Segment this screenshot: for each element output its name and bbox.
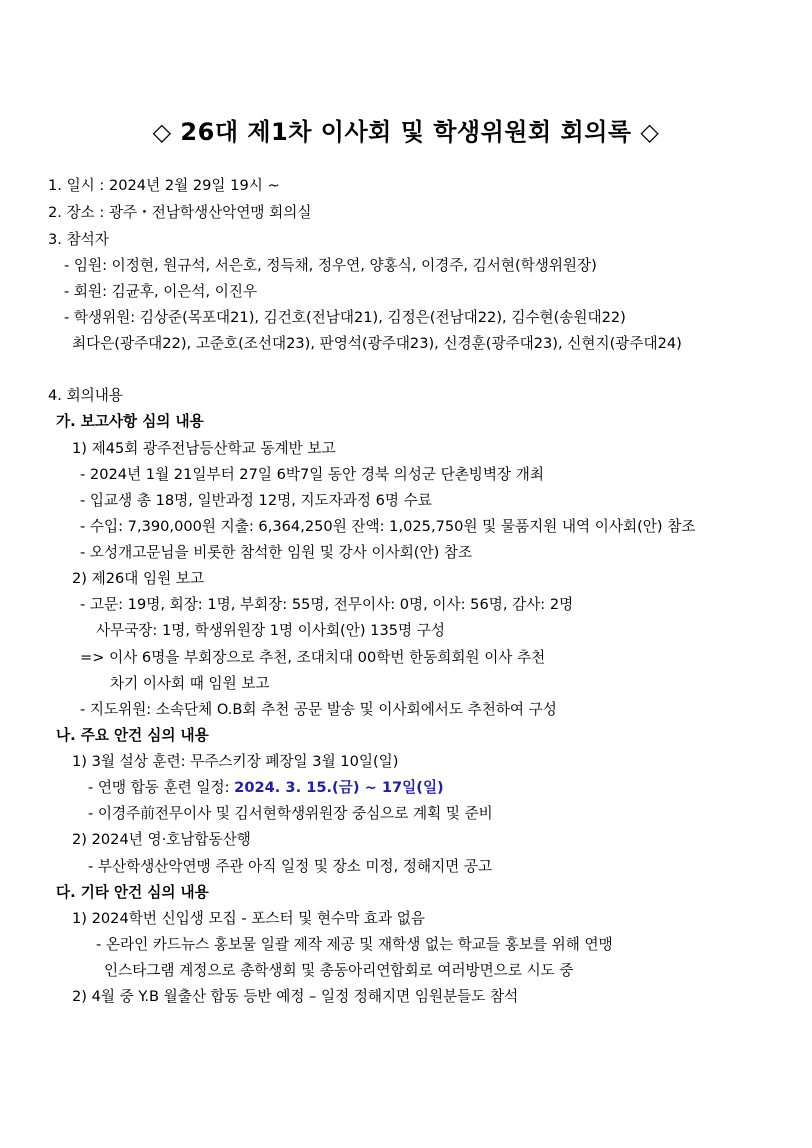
report-item-1-detail: - 입교생 총 18명, 일반과정 12명, 지도자과정 6명 수료 <box>80 492 432 509</box>
report-item-1-detail: - 2024년 1월 21일부터 27일 6박7일 동안 경북 의성군 단촌빙벽장 개최 <box>80 466 544 483</box>
report-item-2-note-cont: 차기 이사회 때 임원 보고 <box>110 675 270 692</box>
agenda-item-1-detail <box>88 778 444 798</box>
section-other-heading: 다. 기타 안건 심의 내용 <box>56 884 209 901</box>
item-meeting-content: 4. 회의내용 <box>48 387 123 404</box>
section-report-heading: 가. 보고사항 심의 내용 <box>56 413 204 430</box>
other-item-1-detail: - 온라인 카드뉴스 홍보물 일괄 제작 제공 및 재학생 없는 학교들 홍보를 위해 연맹 <box>96 936 613 953</box>
agenda-item-1-detail: - 이경주前전무이사 및 김서현학생위원장 중심으로 계획 및 준비 <box>88 805 493 822</box>
report-item-1: 1) 제45회 광주전남등산학교 동계반 보고 <box>72 440 336 457</box>
other-item-1-detail-cont: 인스타그램 계정으로 총학생회 및 총동아리연합회로 여러방면으로 시도 중 <box>104 962 574 979</box>
attendees-members: - 회원: 김균후, 이은석, 이진우 <box>64 283 258 300</box>
item-place: 2. 장소 : 광주・전남학생산악연맹 회의실 <box>48 204 312 221</box>
report-item-1-detail: - 오성개고문님을 비롯한 참석한 임원 및 강사 이사회(안) 참조 <box>80 544 473 561</box>
other-item-1: 1) 2024학번 신입생 모집 - 포스터 및 현수막 효과 없음 <box>72 910 425 927</box>
report-item-2: 2) 제26대 임원 보고 <box>72 570 205 587</box>
other-item-2: 2) 4월 중 Y.B 월출산 합동 등반 예정 – 일정 정해지면 임원분들도 참석 <box>72 988 519 1005</box>
training-schedule-label: - 연맹 합동 훈련 일정: <box>88 779 235 796</box>
report-item-2-detail: - 고문: 19명, 회장: 1명, 부회장: 55명, 전무이사: 0명, 이사: 56명, 감사: 2명 <box>80 596 574 613</box>
item-attendees-heading: 3. 참석자 <box>48 231 109 248</box>
attendees-officers: - 임원: 이정현, 원규석, 서은호, 정득채, 정우연, 양홍식, 이경주, 김서현(학생위원장) <box>64 257 597 274</box>
agenda-item-2-detail: - 부산학생산악연맹 주관 아직 일정 및 장소 미정, 정해지면 공고 <box>88 858 493 875</box>
report-item-1-detail: - 수입: 7,390,000원 지출: 6,364,250원 잔액: 1,025,750원 및 물품지원 내역 이사회(안) 참조 <box>80 518 696 535</box>
report-item-2-detail-cont: 사무국장: 1명, 학생위원장 1명 이사회(안) 135명 구성 <box>96 622 445 639</box>
document-title: ◇ 26대 제1차 이사회 및 학생위원회 회의록 ◇ <box>152 118 660 146</box>
agenda-item-1: 1) 3월 설상 훈련: 무주스키장 폐장일 3월 10일(일) <box>72 753 399 770</box>
training-schedule-dates: 2024. 3. 15.(금) ~ 17일(일) <box>234 779 444 796</box>
agenda-item-2: 2) 2024년 영·호남합동산행 <box>72 831 251 848</box>
attendees-students-cont: 최다은(광주대22), 고준호(조선대23), 판영석(광주대23), 신경훈(광주대23), 신현지(광주대24) <box>72 335 682 352</box>
item-datetime: 1. 일시 : 2024년 2월 29일 19시 ~ <box>48 177 280 194</box>
report-item-2-note: => 이사 6명을 부회장으로 추천, 조대치대 00학번 한동희회원 이사 추천 <box>80 649 546 666</box>
attendees-students: - 학생위원: 김상준(목포대21), 김건호(전남대21), 김정은(전남대22), 김수현(송원대22) <box>64 309 626 326</box>
report-item-2-detail: - 지도위원: 소속단체 O.B회 추천 공문 발송 및 이사회에서도 추천하여 구성 <box>80 701 557 718</box>
section-agenda-heading: 나. 주요 안건 심의 내용 <box>56 727 209 744</box>
